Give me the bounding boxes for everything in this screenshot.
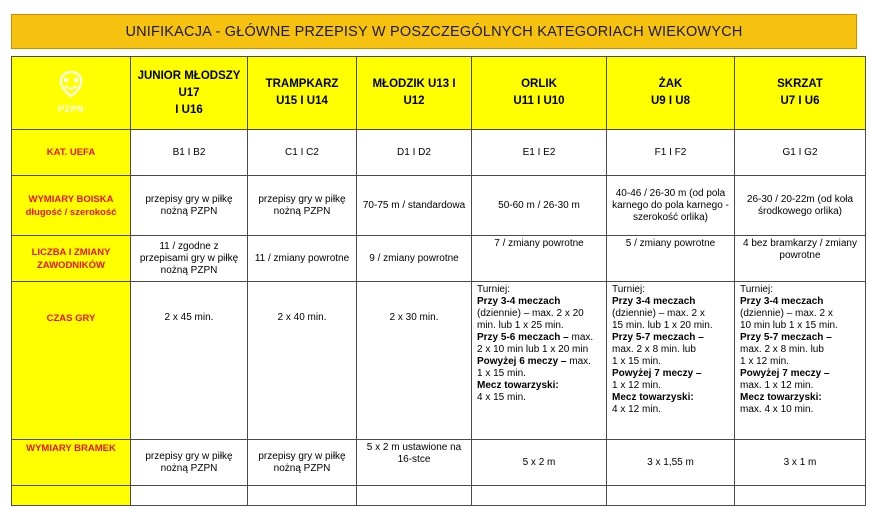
pzpn-logo	[12, 57, 131, 130]
rules-table	[11, 56, 866, 506]
row-label: KAT. UEFA	[12, 130, 131, 176]
table-cell: przepisy gry w piłkę nożną PZPN	[248, 176, 357, 236]
header-junior: JUNIOR MŁODSZY U17 I U16	[131, 57, 248, 130]
table-cell	[248, 486, 357, 506]
skrzat-time-cell: Turniej: Przy 3-4 meczach (dziennie) – max. 2 x 10 min lub 1 x 15 min. Przy 5-7 meczach – max. 2 x 8 min. lub 1 x 12 min. Powyżej 7 meczy – max. 1 x 12 min. Mecz towarzyski: max. 4 x 10 min.	[735, 282, 866, 440]
table-cell: B1 I B2	[131, 130, 248, 176]
table-cell: 70-75 m / standardowa	[357, 176, 472, 236]
table-cell	[357, 486, 472, 506]
row-goals	[12, 440, 866, 486]
header-trampkarz: TRAMPKARZ U15 I U14	[248, 57, 357, 130]
table-cell: D1 I D2	[357, 130, 472, 176]
row-label: WYMIARY BOISKA długość / szerokość	[12, 176, 131, 236]
row-pitch	[12, 176, 866, 236]
table-cell: przepisy gry w piłkę nożną PZPN	[131, 440, 248, 486]
table-cell: G1 I G2	[735, 130, 866, 176]
table-cell: 2 x 40 min.	[248, 282, 357, 440]
zak-time-cell: Turniej: Przy 3-4 meczach (dziennie) – max. 2 x 15 min. lub 1 x 20 min. Przy 5-7 meczach – max. 2 x 8 min. lub 1 x 15 min. Powyżej 7 meczy – 1 x 12 min. Mecz towarzyski: 4 x 12 min.	[607, 282, 735, 440]
table-cell: F1 I F2	[607, 130, 735, 176]
table-cell: 7 / zmiany powrotne	[472, 236, 607, 282]
table-cell: 50-60 m / 26-30 m	[472, 176, 607, 236]
table-cell: 26-30 / 20-22m (od koła środkowego orlika)	[735, 176, 866, 236]
table-cell: 40-46 / 26-30 m (od pola karnego do pola karnego - szerokość orlika)	[607, 176, 735, 236]
table-header-row	[12, 57, 866, 130]
row-players	[12, 236, 866, 282]
header-orlik: ORLIK U11 I U10	[472, 57, 607, 130]
crest-icon	[54, 69, 88, 99]
table-cell: 5 / zmiany powrotne	[607, 236, 735, 282]
table-cell: 5 x 2 m	[472, 440, 607, 486]
table-cell: 4 bez bramkarzy / zmiany powrotne	[735, 236, 866, 282]
table-cell: 2 x 45 min.	[131, 282, 248, 440]
orlik-time-cell: Turniej: Przy 3-4 meczach (dziennie) – max. 2 x 20 min. lub 1 x 25 min. Przy 5-6 meczach – max. 2 x 10 min lub 1 x 20 min Powyżej 6 meczy – max. 1 x 15 min. Mecz towarzyski: 4 x 15 min.	[472, 282, 607, 440]
header-zak: ŻAK U9 I U8	[607, 57, 735, 130]
header-skrzat: SKRZAT U7 I U6	[735, 57, 866, 130]
table-cell: C1 I C2	[248, 130, 357, 176]
table-cell: 11 / zgodne z przepisami gry w piłkę nożną PZPN	[131, 236, 248, 282]
row-label: WYMIARY BRAMEK	[12, 440, 131, 486]
row-label	[12, 486, 131, 506]
table-cell	[607, 486, 735, 506]
table-cell: E1 I E2	[472, 130, 607, 176]
table-cell: 2 x 30 min.	[357, 282, 472, 440]
page-title: UNIFIKACJA - GŁÓWNE PRZEPISY W POSZCZEGÓLNYCH KATEGORIACH WIEKOWYCH	[11, 14, 857, 49]
row-label: LICZBA I ZMIANY ZAWODNIKÓW	[12, 236, 131, 282]
table-cell	[131, 486, 248, 506]
row-partial	[12, 486, 866, 506]
logo-text: PZPN	[57, 103, 84, 114]
table-cell	[472, 486, 607, 506]
table-cell: przepisy gry w piłkę nożną PZPN	[248, 440, 357, 486]
table-cell	[735, 486, 866, 506]
row-time	[12, 282, 866, 440]
row-label: CZAS GRY	[12, 282, 131, 440]
table-cell: 5 x 2 m ustawione na 16-stce	[357, 440, 472, 486]
table-cell: 11 / zmiany powrotne	[248, 236, 357, 282]
table-cell: 3 x 1,55 m	[607, 440, 735, 486]
header-mlodzik: MŁODZIK U13 I U12	[357, 57, 472, 130]
row-uefa	[12, 130, 866, 176]
table-cell: 9 / zmiany powrotne	[357, 236, 472, 282]
table-cell: przepisy gry w piłkę nożną PZPN	[131, 176, 248, 236]
table-cell: 3 x 1 m	[735, 440, 866, 486]
